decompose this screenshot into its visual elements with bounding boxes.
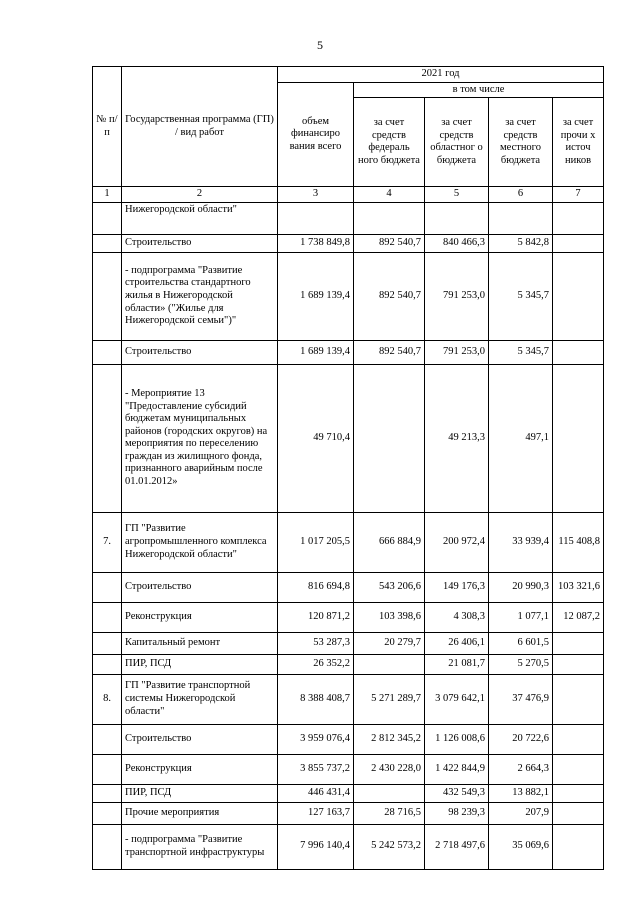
other-cell bbox=[553, 234, 604, 252]
other-cell bbox=[553, 784, 604, 802]
regional-cell: 1 126 008,6 bbox=[425, 724, 489, 754]
federal-cell: 20 279,7 bbox=[354, 632, 425, 654]
federal-cell: 892 540,7 bbox=[354, 252, 425, 340]
col-number: 3 bbox=[278, 187, 354, 203]
federal-cell: 103 398,6 bbox=[354, 602, 425, 632]
local-cell: 20 722,6 bbox=[489, 724, 553, 754]
col-number: 4 bbox=[354, 187, 425, 203]
col-number: 1 bbox=[93, 187, 122, 203]
table-body bbox=[93, 202, 604, 869]
other-cell bbox=[553, 202, 604, 234]
row-number bbox=[93, 724, 122, 754]
federal-cell: 5 271 289,7 bbox=[354, 674, 425, 724]
regional-cell: 791 253,0 bbox=[425, 252, 489, 340]
other-cell: 12 087,2 bbox=[553, 602, 604, 632]
col-local-header: за счет средств местного бюджета bbox=[489, 98, 553, 187]
row-number bbox=[93, 802, 122, 824]
row-number bbox=[93, 234, 122, 252]
page-number: 5 bbox=[317, 38, 323, 52]
other-cell bbox=[553, 802, 604, 824]
row-number: 8. bbox=[93, 674, 122, 724]
table-row bbox=[93, 754, 604, 784]
col-program-header: Государственная программа (ГП) / вид работ bbox=[122, 67, 278, 187]
year-header: 2021 год bbox=[278, 67, 604, 83]
other-cell bbox=[553, 724, 604, 754]
program-name: ГП "Развитие агропромышленного комплекса Нижегородской области" bbox=[122, 512, 278, 572]
program-name: Строительство bbox=[122, 572, 278, 602]
program-name: Строительство bbox=[122, 724, 278, 754]
regional-cell: 2 718 497,6 bbox=[425, 824, 489, 869]
col-regional-header: за счет средств областног о бюджета bbox=[425, 98, 489, 187]
program-name: ПИР, ПСД bbox=[122, 784, 278, 802]
program-name: Прочие мероприятия bbox=[122, 802, 278, 824]
regional-cell: 3 079 642,1 bbox=[425, 674, 489, 724]
table-row bbox=[93, 802, 604, 824]
regional-cell: 26 406,1 bbox=[425, 632, 489, 654]
program-name: Капитальный ремонт bbox=[122, 632, 278, 654]
program-name: Строительство bbox=[122, 340, 278, 364]
row-number: 7. bbox=[93, 512, 122, 572]
local-cell: 13 882,1 bbox=[489, 784, 553, 802]
federal-cell: 2 812 345,2 bbox=[354, 724, 425, 754]
other-cell: 115 408,8 bbox=[553, 512, 604, 572]
local-cell: 497,1 bbox=[489, 364, 553, 512]
volume-cell: 26 352,2 bbox=[278, 654, 354, 674]
volume-cell: 49 710,4 bbox=[278, 364, 354, 512]
volume-cell: 120 871,2 bbox=[278, 602, 354, 632]
program-name: Реконструкция bbox=[122, 754, 278, 784]
table-row bbox=[93, 824, 604, 869]
volume-cell: 3 959 076,4 bbox=[278, 724, 354, 754]
volume-cell: 1 689 139,4 bbox=[278, 252, 354, 340]
row-number bbox=[93, 252, 122, 340]
table-row bbox=[93, 234, 604, 252]
table-row bbox=[93, 724, 604, 754]
federal-cell: 5 242 573,2 bbox=[354, 824, 425, 869]
table-row bbox=[93, 674, 604, 724]
table-row bbox=[93, 572, 604, 602]
federal-cell bbox=[354, 202, 425, 234]
local-cell bbox=[489, 202, 553, 234]
program-name: - подпрограмма "Развитие транспортной инфраструктуры bbox=[122, 824, 278, 869]
regional-cell: 4 308,3 bbox=[425, 602, 489, 632]
row-number bbox=[93, 632, 122, 654]
local-cell: 5 345,7 bbox=[489, 252, 553, 340]
col-federal-header: за счет средств федераль ного бюджета bbox=[354, 98, 425, 187]
regional-cell: 1 422 844,9 bbox=[425, 754, 489, 784]
program-name: ГП "Развитие транспортной системы Нижегородской области" bbox=[122, 674, 278, 724]
volume-cell: 7 996 140,4 bbox=[278, 824, 354, 869]
col-num-header: № п/п bbox=[93, 67, 122, 187]
regional-cell: 149 176,3 bbox=[425, 572, 489, 602]
program-name: Строительство bbox=[122, 234, 278, 252]
table-row bbox=[93, 632, 604, 654]
volume-cell: 1 689 139,4 bbox=[278, 340, 354, 364]
table-row bbox=[93, 340, 604, 364]
local-cell: 6 601,5 bbox=[489, 632, 553, 654]
local-cell: 33 939,4 bbox=[489, 512, 553, 572]
volume-cell: 816 694,8 bbox=[278, 572, 354, 602]
local-cell: 1 077,1 bbox=[489, 602, 553, 632]
local-cell: 2 664,3 bbox=[489, 754, 553, 784]
financing-table bbox=[92, 66, 604, 870]
regional-cell: 49 213,3 bbox=[425, 364, 489, 512]
table-header bbox=[93, 67, 604, 203]
row-number bbox=[93, 754, 122, 784]
col-number: 6 bbox=[489, 187, 553, 203]
federal-cell bbox=[354, 364, 425, 512]
volume-cell: 446 431,4 bbox=[278, 784, 354, 802]
row-number bbox=[93, 202, 122, 234]
program-name: ПИР, ПСД bbox=[122, 654, 278, 674]
local-cell: 5 842,8 bbox=[489, 234, 553, 252]
volume-cell bbox=[278, 202, 354, 234]
program-name: Реконструкция bbox=[122, 602, 278, 632]
volume-cell: 3 855 737,2 bbox=[278, 754, 354, 784]
other-cell bbox=[553, 252, 604, 340]
table-row bbox=[93, 202, 604, 234]
regional-cell: 200 972,4 bbox=[425, 512, 489, 572]
local-cell: 35 069,6 bbox=[489, 824, 553, 869]
volume-cell: 127 163,7 bbox=[278, 802, 354, 824]
row-number bbox=[93, 340, 122, 364]
other-cell bbox=[553, 754, 604, 784]
row-number bbox=[93, 654, 122, 674]
in-total-header: в том числе bbox=[354, 82, 604, 98]
regional-cell: 98 239,3 bbox=[425, 802, 489, 824]
other-cell bbox=[553, 654, 604, 674]
program-name: - Мероприятие 13 "Предоставление субсидий бюджетам муниципальных районов (городских округов) на мероприятия по переселению граждан из жилищного фонда, признанного аварийным после 01.01.2012» bbox=[122, 364, 278, 512]
local-cell: 5 270,5 bbox=[489, 654, 553, 674]
volume-cell: 1 017 205,5 bbox=[278, 512, 354, 572]
other-cell bbox=[553, 824, 604, 869]
other-cell bbox=[553, 632, 604, 654]
regional-cell: 840 466,3 bbox=[425, 234, 489, 252]
volume-cell: 1 738 849,8 bbox=[278, 234, 354, 252]
other-cell bbox=[553, 364, 604, 512]
col-other-header: за счет прочи х источ ников bbox=[553, 98, 604, 187]
federal-cell: 666 884,9 bbox=[354, 512, 425, 572]
table-row bbox=[93, 602, 604, 632]
other-cell bbox=[553, 340, 604, 364]
federal-cell: 28 716,5 bbox=[354, 802, 425, 824]
program-name: - подпрограмма "Развитие строительства стандартного жилья в Нижегородской области» ("Жилье для Нижегородской семьи")" bbox=[122, 252, 278, 340]
table-row bbox=[93, 364, 604, 512]
col-number: 5 bbox=[425, 187, 489, 203]
row-number bbox=[93, 364, 122, 512]
federal-cell: 892 540,7 bbox=[354, 234, 425, 252]
row-number bbox=[93, 602, 122, 632]
regional-cell: 791 253,0 bbox=[425, 340, 489, 364]
federal-cell: 543 206,6 bbox=[354, 572, 425, 602]
local-cell: 20 990,3 bbox=[489, 572, 553, 602]
volume-cell: 8 388 408,7 bbox=[278, 674, 354, 724]
federal-cell bbox=[354, 654, 425, 674]
table-row bbox=[93, 654, 604, 674]
other-cell bbox=[553, 674, 604, 724]
column-numbers-row bbox=[93, 187, 604, 203]
table-row bbox=[93, 784, 604, 802]
table-row bbox=[93, 252, 604, 340]
row-number bbox=[93, 572, 122, 602]
row-number bbox=[93, 784, 122, 802]
local-cell: 37 476,9 bbox=[489, 674, 553, 724]
regional-cell: 21 081,7 bbox=[425, 654, 489, 674]
table-row bbox=[93, 512, 604, 572]
regional-cell: 432 549,3 bbox=[425, 784, 489, 802]
federal-cell: 892 540,7 bbox=[354, 340, 425, 364]
col-number: 7 bbox=[553, 187, 604, 203]
regional-cell bbox=[425, 202, 489, 234]
federal-cell bbox=[354, 784, 425, 802]
volume-cell: 53 287,3 bbox=[278, 632, 354, 654]
other-cell: 103 321,6 bbox=[553, 572, 604, 602]
local-cell: 207,9 bbox=[489, 802, 553, 824]
row-number bbox=[93, 824, 122, 869]
col-volume-header: объем финансиро вания всего bbox=[278, 82, 354, 187]
federal-cell: 2 430 228,0 bbox=[354, 754, 425, 784]
col-number: 2 bbox=[122, 187, 278, 203]
local-cell: 5 345,7 bbox=[489, 340, 553, 364]
program-name: Нижегородской области" bbox=[122, 202, 278, 234]
